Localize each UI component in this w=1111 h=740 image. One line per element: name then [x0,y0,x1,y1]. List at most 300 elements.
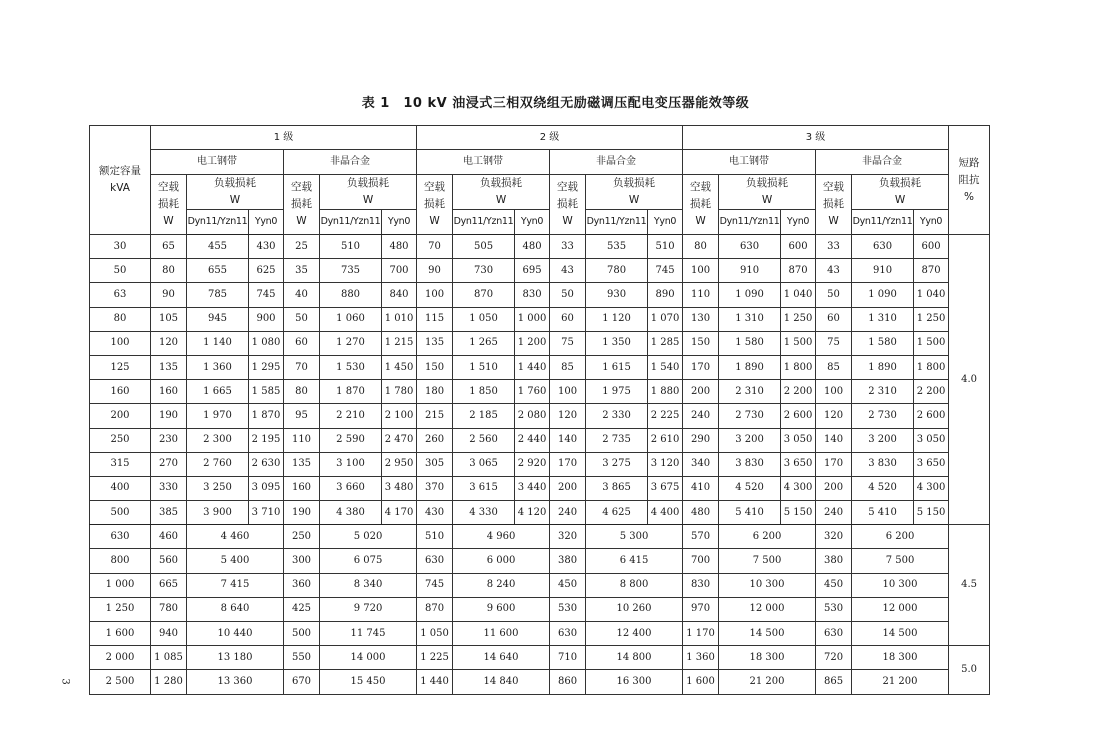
table-row [90,259,990,283]
load-loss-merged-cell: 6 075 [320,549,417,573]
header-load-loss [852,175,949,210]
value-cell: 90 [151,283,187,307]
load-loss-merged-cell: 7 415 [187,573,284,597]
value-cell: 3 120 [648,452,683,476]
value-cell: 1 225 [417,646,453,670]
value-cell: 1 250 [781,307,816,331]
value-cell: 530 [816,597,852,621]
header-line: 空载 [557,181,579,193]
table-title: 表 1 10 kV 油浸式三相双绕组无励磁调压配电变压器能效等级 [361,96,750,111]
value-cell: 655 [187,259,249,283]
load-loss-merged-cell: 14 500 [852,622,949,646]
value-cell: 410 [683,476,719,500]
value-cell: 1 665 [187,380,249,404]
capacity-cell: 50 [90,259,151,283]
value-cell: 230 [151,428,187,452]
value-cell: 1 310 [719,307,781,331]
value-cell: 320 [816,525,852,549]
value-cell: 1 615 [586,355,648,379]
header-line: W [628,194,640,206]
table-row [90,307,990,331]
value-cell: 2 610 [648,428,683,452]
header-connection: Yyn0 [914,210,949,235]
header-material: 非晶合金 [816,150,949,175]
value-cell: 1 285 [648,331,683,355]
header-material: 电工钢带 [417,150,550,175]
value-cell: 3 615 [453,476,515,500]
value-cell: 240 [550,501,586,525]
value-cell: 5 150 [781,501,816,525]
value-cell: 1 600 [683,670,719,694]
value-cell: 1 450 [382,355,417,379]
header-load-loss [320,175,417,210]
value-cell: 900 [249,307,284,331]
value-cell: 745 [249,283,284,307]
load-loss-merged-cell: 11 745 [320,622,417,646]
value-cell: 100 [417,283,453,307]
table-header [90,126,990,235]
value-cell: 200 [683,380,719,404]
table-row [90,452,990,476]
value-cell: 5 410 [852,501,914,525]
value-cell: 43 [816,259,852,283]
value-cell: 1 540 [648,355,683,379]
value-cell: 1 265 [453,331,515,355]
value-cell: 455 [187,235,249,259]
capacity-cell: 1 600 [90,622,151,646]
value-cell: 190 [151,404,187,428]
value-cell: 480 [382,235,417,259]
value-cell: 2 950 [382,452,417,476]
value-cell: 3 660 [320,476,382,500]
value-cell: 200 [550,476,586,500]
value-cell: 745 [648,259,683,283]
header-no-load-loss [284,175,320,235]
value-cell: 1 890 [719,355,781,379]
header-short-circuit-impedance [949,126,990,235]
capacity-cell: 315 [90,452,151,476]
value-cell: 3 275 [586,452,648,476]
header-connection: Dyn11/Yzn11 [187,210,249,235]
value-cell: 300 [284,549,320,573]
header-no-load-loss [417,175,453,235]
impedance-cell: 4.5 [949,525,990,646]
value-cell: 5 410 [719,501,781,525]
load-loss-merged-cell: 9 720 [320,597,417,621]
value-cell: 450 [816,573,852,597]
value-cell: 1 500 [914,331,949,355]
value-cell: 630 [417,549,453,573]
value-cell: 2 200 [914,380,949,404]
value-cell: 260 [417,428,453,452]
header-line: 空载 [823,181,845,193]
value-cell: 170 [550,452,586,476]
capacity-cell: 800 [90,549,151,573]
value-cell: 85 [816,355,852,379]
value-cell: 785 [187,283,249,307]
header-line: % [964,190,975,203]
value-cell: 870 [417,597,453,621]
value-cell: 3 900 [187,501,249,525]
table-row [90,380,990,404]
value-cell: 970 [683,597,719,621]
value-cell: 330 [151,476,187,500]
capacity-cell: 200 [90,404,151,428]
value-cell: 2 630 [249,452,284,476]
value-cell: 870 [914,259,949,283]
load-loss-merged-cell: 12 000 [852,597,949,621]
value-cell: 100 [683,259,719,283]
table-row [90,501,990,525]
table-row [90,646,990,670]
value-cell: 140 [550,428,586,452]
value-cell: 1 170 [683,622,719,646]
header-connection: Yyn0 [648,210,683,235]
value-cell: 3 710 [249,501,284,525]
value-cell: 3 865 [586,476,648,500]
value-cell: 3 100 [320,452,382,476]
value-cell: 140 [816,428,852,452]
header-line: W [296,215,307,227]
value-cell: 1 870 [249,404,284,428]
capacity-cell: 2 500 [90,670,151,694]
value-cell: 1 270 [320,331,382,355]
load-loss-merged-cell: 12 400 [586,622,683,646]
value-cell: 2 195 [249,428,284,452]
value-cell: 1 580 [719,331,781,355]
value-cell: 3 050 [781,428,816,452]
value-cell: 3 480 [382,476,417,500]
value-cell: 1 850 [453,380,515,404]
value-cell: 2 100 [382,404,417,428]
load-loss-merged-cell: 10 440 [187,622,284,646]
value-cell: 4 400 [648,501,683,525]
value-cell: 120 [816,404,852,428]
capacity-cell: 80 [90,307,151,331]
value-cell: 2 470 [382,428,417,452]
value-cell: 3 650 [914,452,949,476]
value-cell: 135 [284,452,320,476]
value-cell: 4 380 [320,501,382,525]
value-cell: 70 [284,355,320,379]
value-cell: 4 330 [453,501,515,525]
value-cell: 50 [550,283,586,307]
header-line: 损耗 [690,198,712,210]
load-loss-merged-cell: 18 300 [852,646,949,670]
value-cell: 110 [683,283,719,307]
value-cell: 33 [550,235,586,259]
value-cell: 270 [151,452,187,476]
header-line: 负载损耗 [347,177,389,189]
value-cell: 40 [284,283,320,307]
value-cell: 4 520 [852,476,914,500]
value-cell: 430 [249,235,284,259]
header-line: 短路 [958,156,980,169]
header-material: 非晶合金 [550,150,683,175]
load-loss-merged-cell: 10 260 [586,597,683,621]
value-cell: 305 [417,452,453,476]
value-cell: 700 [683,549,719,573]
value-cell: 3 250 [187,476,249,500]
capacity-cell: 2 000 [90,646,151,670]
value-cell: 480 [683,501,719,525]
value-cell: 500 [284,622,320,646]
value-cell: 1 040 [781,283,816,307]
value-cell: 1 880 [648,380,683,404]
header-line: W [163,215,174,227]
value-cell: 860 [550,670,586,694]
header-load-loss [453,175,550,210]
value-cell: 380 [550,549,586,573]
value-cell: 695 [515,259,550,283]
capacity-cell: 100 [90,331,151,355]
value-cell: 3 675 [648,476,683,500]
header-line: 损耗 [158,198,179,210]
header-line: 空载 [424,181,446,193]
value-cell: 1 050 [453,307,515,331]
value-cell: 85 [550,355,586,379]
value-cell: 1 000 [515,307,550,331]
header-line: 负载损耗 [214,177,256,189]
header-connection: Dyn11/Yzn11 [586,210,648,235]
value-cell: 170 [816,452,852,476]
value-cell: 60 [816,307,852,331]
header-connection: Yyn0 [249,210,284,235]
table-row [90,428,990,452]
table-row [90,622,990,646]
value-cell: 870 [781,259,816,283]
header-line: W [362,194,374,206]
value-cell: 2 210 [320,404,382,428]
value-cell: 1 080 [249,331,284,355]
value-cell: 1 280 [151,670,187,694]
load-loss-merged-cell: 12 000 [719,597,816,621]
value-cell: 460 [151,525,187,549]
value-cell: 930 [586,283,648,307]
table-row [90,549,990,573]
value-cell: 3 095 [249,476,284,500]
value-cell: 1 090 [719,283,781,307]
value-cell: 2 200 [781,380,816,404]
value-cell: 50 [816,283,852,307]
value-cell: 4 520 [719,476,781,500]
load-loss-merged-cell: 8 800 [586,573,683,597]
value-cell: 135 [417,331,453,355]
value-cell: 75 [550,331,586,355]
capacity-cell: 160 [90,380,151,404]
value-cell: 830 [515,283,550,307]
value-cell: 480 [515,235,550,259]
value-cell: 1 050 [417,622,453,646]
value-cell: 4 120 [515,501,550,525]
load-loss-merged-cell: 15 450 [320,670,417,694]
value-cell: 2 600 [914,404,949,428]
value-cell: 1 350 [586,331,648,355]
capacity-cell: 1 250 [90,597,151,621]
header-no-load-loss [550,175,586,235]
load-loss-merged-cell: 6 000 [453,549,550,573]
impedance-cell: 4.0 [949,235,990,525]
value-cell: 3 830 [719,452,781,476]
value-cell: 3 065 [453,452,515,476]
value-cell: 910 [852,259,914,283]
load-loss-merged-cell: 7 500 [852,549,949,573]
load-loss-merged-cell: 14 640 [453,646,550,670]
load-loss-merged-cell: 6 415 [586,549,683,573]
value-cell: 735 [320,259,382,283]
load-loss-merged-cell: 18 300 [719,646,816,670]
load-loss-merged-cell: 11 600 [453,622,550,646]
header-line: 负载损耗 [746,177,789,189]
value-cell: 80 [151,259,187,283]
table-row [90,355,990,379]
value-cell: 105 [151,307,187,331]
value-cell: 560 [151,549,187,573]
header-line: 负载损耗 [879,177,922,189]
value-cell: 1 975 [586,380,648,404]
value-cell: 33 [816,235,852,259]
value-cell: 630 [719,235,781,259]
value-cell: 2 600 [781,404,816,428]
value-cell: 180 [417,380,453,404]
value-cell: 1 040 [914,283,949,307]
value-cell: 135 [151,355,187,379]
value-cell: 530 [550,597,586,621]
value-cell: 780 [586,259,648,283]
header-line: W [229,194,241,206]
header-line: 损耗 [424,198,446,210]
load-loss-merged-cell: 8 240 [453,573,550,597]
capacity-cell: 500 [90,501,151,525]
value-cell: 625 [249,259,284,283]
header-line: kVA [110,182,130,194]
value-cell: 2 730 [852,404,914,428]
header-line: 额定容量 [99,165,141,177]
value-cell: 1 360 [683,646,719,670]
table-row [90,670,990,694]
value-cell: 1 440 [417,670,453,694]
value-cell: 160 [284,476,320,500]
value-cell: 5 150 [914,501,949,525]
value-cell: 215 [417,404,453,428]
load-loss-merged-cell: 14 840 [453,670,550,694]
value-cell: 170 [683,355,719,379]
header-line: 阻抗 [958,173,980,186]
value-cell: 1 800 [914,355,949,379]
value-cell: 370 [417,476,453,500]
value-cell: 80 [284,380,320,404]
value-cell: 505 [453,235,515,259]
value-cell: 3 200 [852,428,914,452]
value-cell: 35 [284,259,320,283]
value-cell: 2 735 [586,428,648,452]
value-cell: 110 [284,428,320,452]
load-loss-merged-cell: 21 200 [719,670,816,694]
value-cell: 1 200 [515,331,550,355]
value-cell: 830 [683,573,719,597]
header-connection: Dyn11/Yzn11 [320,210,382,235]
value-cell: 535 [586,235,648,259]
value-cell: 4 625 [586,501,648,525]
load-loss-merged-cell: 10 300 [719,573,816,597]
value-cell: 3 050 [914,428,949,452]
value-cell: 510 [320,235,382,259]
value-cell: 200 [816,476,852,500]
load-loss-merged-cell: 5 300 [586,525,683,549]
header-line: W [828,215,839,227]
value-cell: 1 360 [187,355,249,379]
load-loss-merged-cell: 7 500 [719,549,816,573]
table-row [90,235,990,259]
value-cell: 910 [719,259,781,283]
value-cell: 90 [417,259,453,283]
value-cell: 240 [683,404,719,428]
value-cell: 60 [550,307,586,331]
header-line: 空载 [690,181,712,193]
value-cell: 1 510 [453,355,515,379]
value-cell: 865 [816,670,852,694]
page-number: 3 [59,678,71,685]
header-connection: Dyn11/Yzn11 [719,210,781,235]
header-line: 空载 [158,181,179,193]
value-cell: 2 310 [852,380,914,404]
header-material: 电工钢带 [683,150,816,175]
capacity-cell: 630 [90,525,151,549]
value-cell: 50 [284,307,320,331]
load-loss-merged-cell: 9 600 [453,597,550,621]
value-cell: 240 [816,501,852,525]
value-cell: 4 300 [781,476,816,500]
header-connection: Yyn0 [382,210,417,235]
value-cell: 190 [284,501,320,525]
value-cell: 380 [816,549,852,573]
header-line: W [495,194,507,206]
value-cell: 700 [382,259,417,283]
value-cell: 160 [151,380,187,404]
load-loss-merged-cell: 4 960 [453,525,550,549]
load-loss-merged-cell: 13 180 [187,646,284,670]
value-cell: 1 070 [648,307,683,331]
value-cell: 730 [453,259,515,283]
header-line: 负载损耗 [613,177,656,189]
value-cell: 130 [683,307,719,331]
header-rated-capacity [90,126,151,235]
value-cell: 100 [816,380,852,404]
value-cell: 630 [852,235,914,259]
value-cell: 1 585 [249,380,284,404]
value-cell: 3 650 [781,452,816,476]
value-cell: 1 970 [187,404,249,428]
value-cell: 1 440 [515,355,550,379]
load-loss-merged-cell: 5 020 [320,525,417,549]
header-connection: Dyn11/Yzn11 [453,210,515,235]
value-cell: 780 [151,597,187,621]
value-cell: 2 560 [453,428,515,452]
header-connection: Yyn0 [781,210,816,235]
value-cell: 630 [816,622,852,646]
value-cell: 1 310 [852,307,914,331]
value-cell: 2 730 [719,404,781,428]
value-cell: 1 085 [151,646,187,670]
value-cell: 2 920 [515,452,550,476]
load-loss-merged-cell: 14 500 [719,622,816,646]
load-loss-merged-cell: 13 360 [187,670,284,694]
value-cell: 290 [683,428,719,452]
value-cell: 80 [683,235,719,259]
header-line: 负载损耗 [480,177,523,189]
value-cell: 745 [417,573,453,597]
header-material: 非晶合金 [284,150,417,175]
